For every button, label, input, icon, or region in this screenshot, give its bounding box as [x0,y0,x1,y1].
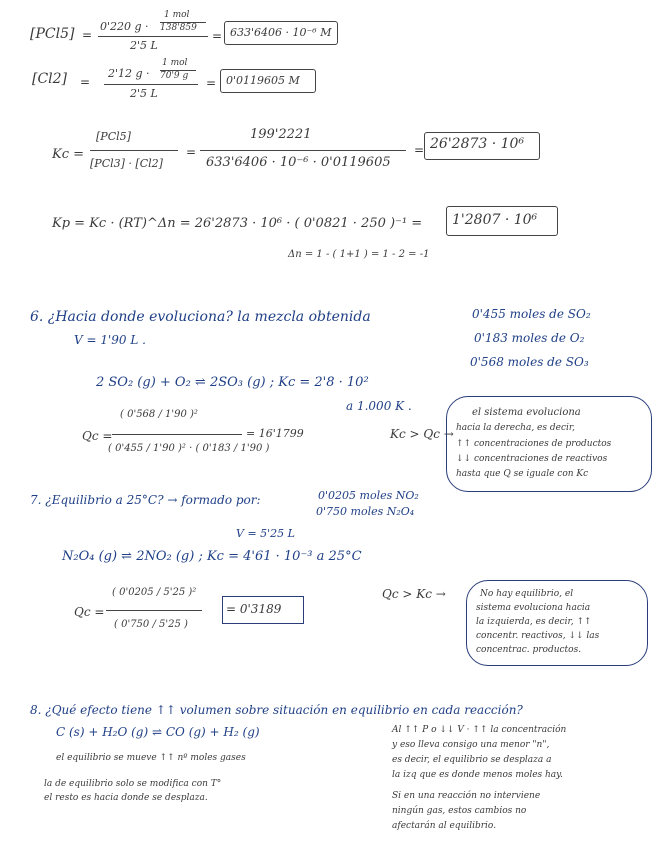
q6-comparison: Kc > Qc → [390,427,454,441]
kc-fraction-line [90,150,178,151]
pcl5-label: [PCl5] [30,26,75,42]
delta-n: Δn = 1 - ( 1+1 ) = 1 - 2 = -1 [288,249,430,260]
kc-numerator: 199'2221 [250,127,312,142]
equals-sign: = [82,28,93,42]
q6-temperature: a 1.000 K . [346,399,412,413]
q6-qc-denominator: ( 0'455 / 1'90 )² · ( 0'183 / 1'90 ) [108,443,270,454]
kc-result: 26'2873 · 10⁶ [430,136,525,152]
q6-moles-so3: 0'568 moles de SO₃ [470,355,589,369]
equals-sign: = [206,76,217,90]
q7-qc-denominator: ( 0'750 / 5'25 ) [114,619,188,630]
equals-sign: = [80,75,91,89]
q6-title: 6. ¿Hacia donde evoluciona? la mezcla obtenida [30,309,371,325]
q6-note-line: hasta que Q se iguale con Kc [456,469,589,479]
q7-note-line: sistema evoluciona hacia [476,603,591,613]
q6-moles-o2: 0'183 moles de O₂ [474,331,585,345]
kc-label: Kc = [52,147,85,162]
eq2-frac-top: 1 mol [162,58,188,68]
cl2-label: [Cl2] [32,71,68,87]
q8-title: 8. ¿Qué efecto tiene ↑↑ volumen sobre situación en equilibrio en cada reacción? [30,703,523,717]
eq2-frac-bot: 70'9 g [160,71,189,81]
kp-result: 1'2807 · 10⁶ [452,212,538,228]
q7-qc-label: Qc = [74,605,105,619]
q7-comparison: Qc > Kc → [382,587,446,601]
q6-qc-value: = 16'1799 [246,427,304,440]
q6-note-line: hacia la derecha, es decir, [456,423,576,433]
eq1-frac-top: 1 mol [164,10,190,20]
kc-value-fraction-line [200,150,406,151]
q7-title: 7. ¿Equilibrio a 25°C? → formado por: [30,493,261,507]
equals-sign: = [186,145,197,159]
q7-qc-numerator: ( 0'0205 / 5'25 )² [112,587,197,598]
q6-volume: V = 1'90 L . [74,333,146,347]
eq1-volume: 2'5 L [130,39,158,52]
eq2-mass: 2'12 g · [108,67,150,80]
equals-sign: = [212,29,223,43]
q7-note-line: No hay equilibrio, el [480,589,574,599]
q8-right-line: ningún gas, estos cambios no [392,806,527,816]
q8-right-line: y eso lleva consigo una menor "n", [392,740,550,750]
q8-right-line: Si en una reacción no interviene [392,791,541,801]
q7-note-line: la izquierda, es decir, ↑↑ [476,617,592,627]
eq1-frac-bot: 138'859 [160,23,197,33]
kc-denominator: 633'6406 · 10⁻⁶ · 0'0119605 [206,155,391,170]
equals-sign: = [414,143,425,157]
eq1-result: 633'6406 · 10⁻⁶ M [230,26,332,39]
eq1-fraction-line [98,36,208,37]
kc-frac-top: [PCl5] [96,130,131,143]
q7-volume: V = 5'25 L [236,527,295,540]
eq2-fraction-line [104,84,198,85]
kc-frac-bot: [PCl3] · [Cl2] [90,157,163,170]
q8-reaction: C (s) + H₂O (g) ⇌ CO (g) + H₂ (g) [56,725,260,739]
q8-right-line: la izq que es donde menos moles hay. [392,770,563,780]
q6-note-line: ↑↑ concentraciones de productos [456,439,612,449]
kp-expression: Kp = Kc · (RT)^Δn = 26'2873 · 10⁶ · ( 0'0821 · 250 )⁻¹ = [52,216,423,231]
q6-qc-numerator: ( 0'568 / 1'90 )² [120,409,198,420]
q8-right-line: afectarán al equilibrio. [392,821,497,831]
q6-moles-so2: 0'455 moles de SO₂ [472,307,591,321]
q8-right-line: es decir, el equilibrio se desplaza a [392,755,552,765]
q6-qc-fraction-line [112,434,242,435]
q7-note-line: concentr. reactivos, ↓↓ las [476,631,600,641]
eq2-result: 0'0119605 M [226,74,300,87]
q8-left-note: el equilibrio se mueve ↑↑ nº moles gases [56,753,246,763]
q7-note-line: concentrac. productos. [476,645,582,655]
q8-right-line: Al ↑↑ P o ↓↓ V · ↑↑ la concentración [392,725,567,735]
q7-reaction: N₂O₄ (g) ⇌ 2NO₂ (g) ; Kc = 4'61 · 10⁻³ a 25°C [62,549,362,564]
q6-qc-label: Qc = [82,429,113,443]
eq1-mass: 0'220 g · [100,20,149,33]
q6-note-line: ↓↓ concentraciones de reactivos [456,454,608,464]
q7-moles-no2: 0'0205 moles NO₂ [318,489,419,502]
q7-qc-value: = 0'3189 [226,602,282,616]
q7-moles-n2o4: 0'750 moles N₂O₄ [316,505,415,518]
q8-left-note: la de equilibrio solo se modifica con T° [44,779,222,789]
q7-qc-fraction-line [106,610,202,611]
q6-reaction: 2 SO₂ (g) + O₂ ⇌ 2SO₃ (g) ; Kc = 2'8 · 10² [96,375,369,390]
eq2-volume: 2'5 L [130,87,158,100]
q8-left-note: el resto es hacia donde se desplaza. [44,793,208,803]
q6-note-line: el sistema evoluciona [472,407,581,418]
